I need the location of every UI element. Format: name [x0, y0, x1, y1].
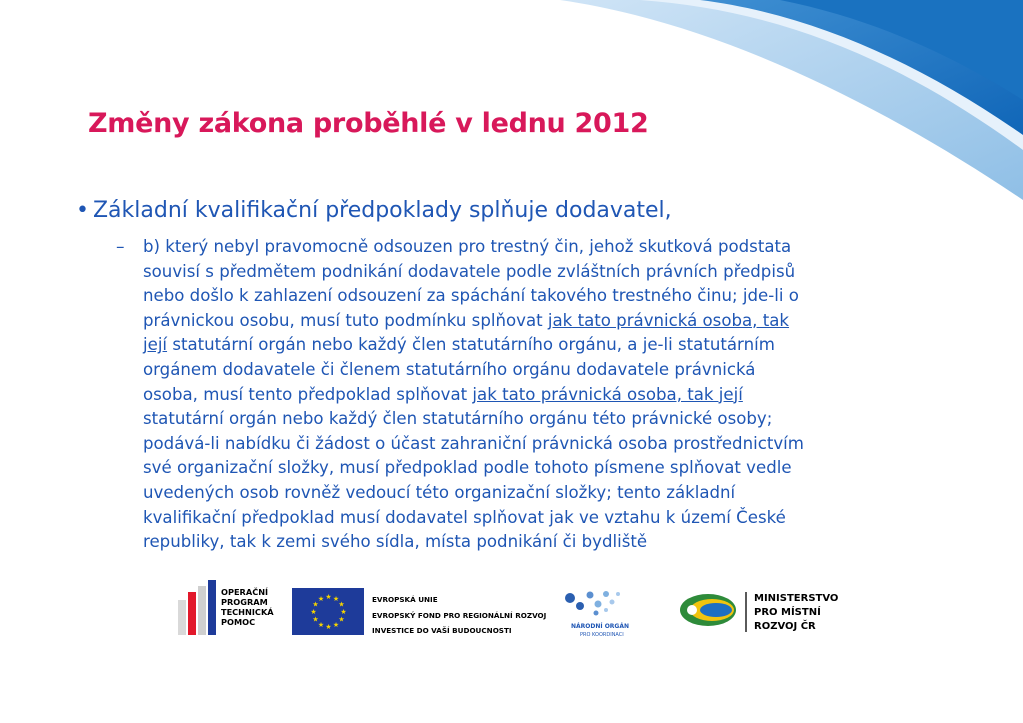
optp-logo: [178, 580, 274, 635]
eu-line-3: INVESTICE DO VAŠÍ BUDOUCNOSTI: [372, 626, 512, 635]
eu-star-icon: ★: [317, 596, 325, 604]
optp-line-2: PROGRAM: [221, 597, 268, 607]
bullet-item: [76, 198, 672, 223]
logo-strip: [0, 580, 1023, 650]
underlined-text: jak tato právnická osoba, tak: [547, 310, 790, 330]
mmr-line-3: ROZVOJ ČR: [754, 621, 816, 632]
text-line: její statutární orgán nebo každý člen statutárního orgánu, a je-li statutárním: [143, 335, 775, 355]
nok-line-1: NÁRODNÍ ORGÁN: [571, 623, 630, 630]
text-line: podává-li nabídku či žádost o účast zahraniční právnická osoba prostřednictvím: [143, 433, 804, 453]
sub-bullet-text: [143, 235, 963, 555]
text-line: své organizační složky, musí předpoklad podle tohoto písmene splňovat vedle: [143, 458, 792, 478]
optp-line-4: POMOC: [221, 617, 256, 627]
text-line: orgánem dodavatele či členem statutárního orgánu dodavatele právnická: [143, 359, 756, 379]
text-line: b) který nebyl pravomocně odsouzen pro trestný čin, jehož skutková podstata: [143, 237, 792, 256]
mmr-line-2: PRO MÍSTNÍ: [754, 607, 821, 618]
bullet-dot: •: [76, 198, 89, 223]
eu-star-icon: ★: [332, 596, 340, 604]
bullet-text: Základní kvalifikační předpoklady splňuje dodavatel,: [92, 198, 672, 223]
underlined-text: jak tato právnická osoba, tak její: [472, 384, 743, 404]
underlined-text: její: [143, 335, 168, 355]
eu-star-icon: ★: [338, 616, 345, 624]
sub-bullet-dash: –: [116, 237, 125, 257]
eu-logo-text: [372, 595, 547, 635]
mmr-line-1: MINISTERSTVO: [754, 593, 839, 604]
nok-line-2: PRO KOORDINACI: [580, 632, 624, 638]
eu-star-icon: ★: [340, 609, 347, 617]
eu-star-icon: ★: [312, 616, 319, 624]
eu-line-2: EVROPSKÝ FOND PRO REGIONÁLNÍ ROZVOJ: [372, 611, 547, 620]
eu-star-icon: ★: [312, 601, 319, 609]
text-line: uvedených osob rovněž vedoucí této organizační složky; tento základní: [143, 482, 736, 502]
text-line: republiky, tak k zemi svého sídla, místa podnikání či bydliště: [143, 532, 648, 552]
eu-star-icon: ★: [325, 624, 332, 632]
text-line: souvisí s předmětem podnikání dodavatele podle zvláštních právních předpisů: [143, 261, 796, 281]
eu-star-icon: ★: [332, 622, 340, 630]
eu-flag-icon: [292, 588, 364, 635]
text-line: právnickou osobu, musí tuto podmínku splňovat jak tato právnická osoba, tak: [143, 310, 790, 330]
nok-logo: [565, 591, 629, 638]
eu-star-icon: ★: [325, 594, 332, 602]
slide-title: Změny zákona proběhlé v lednu 2012: [88, 108, 649, 139]
optp-line-1: OPERAČNÍ: [221, 587, 269, 597]
text-line: kvalifikační předpoklad musí dodavatel splňovat jak ve vztahu k území České: [143, 507, 786, 527]
eu-star-icon: ★: [310, 609, 317, 617]
text-line: statutární orgán nebo každý člen statutárního orgánu této právnické osoby;: [143, 409, 773, 429]
eu-star-icon: ★: [338, 601, 345, 609]
eu-line-1: EVROPSKÁ UNIE: [372, 595, 438, 604]
mmr-logo: [680, 592, 838, 632]
eu-star-icon: ★: [317, 622, 325, 630]
text-line: nebo došlo k zahlazení odsouzení za spáchání takového trestného činu; jde-li o: [143, 286, 799, 306]
optp-line-3: TECHNICKÁ: [221, 607, 274, 617]
text-line: osoba, musí tento předpoklad splňovat jak tato právnická osoba, tak její: [143, 384, 743, 404]
